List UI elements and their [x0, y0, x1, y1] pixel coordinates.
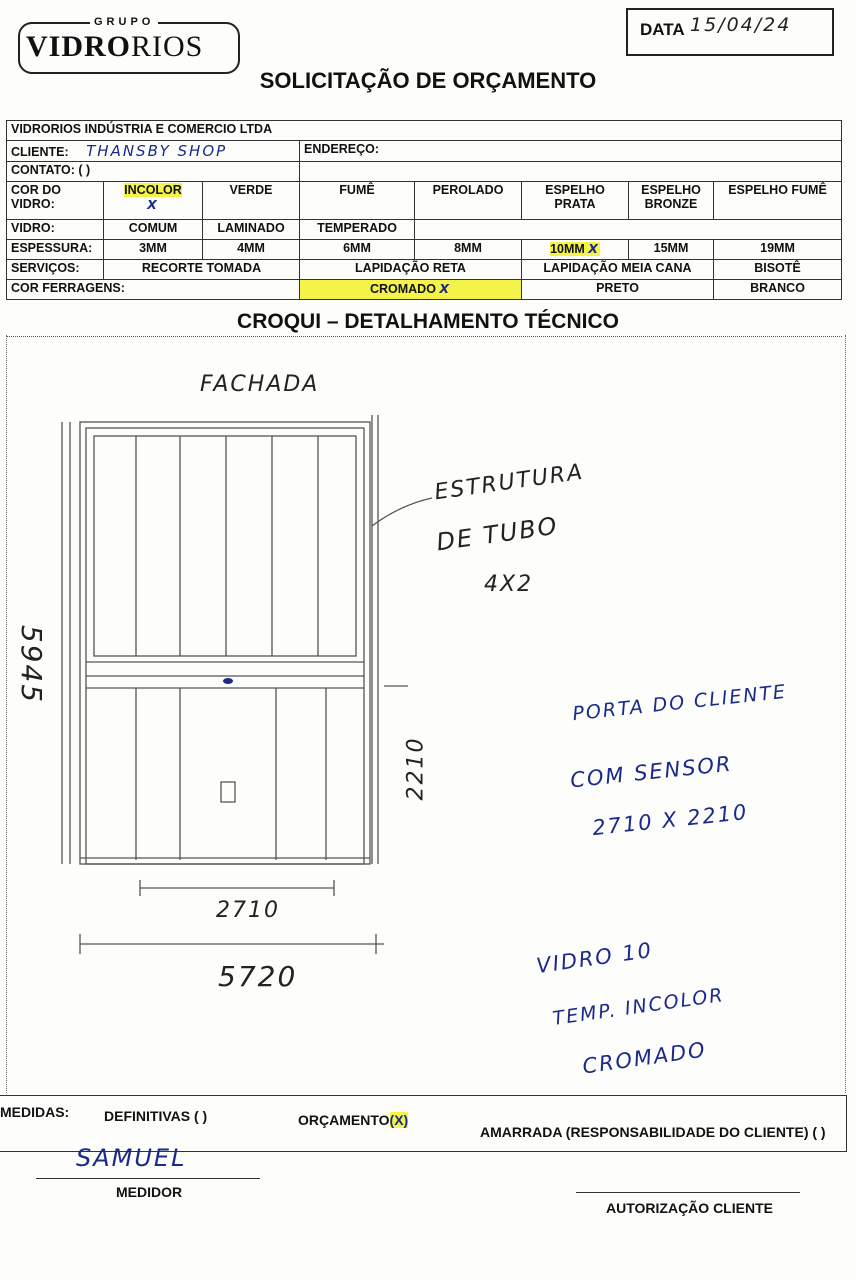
height-total: 5945 — [15, 624, 49, 705]
cor-option-espelho-bronze: ESPELHO BRONZE — [629, 182, 714, 220]
upper-panel — [94, 436, 356, 656]
ferragens-label: COR FERRAGENS: — [7, 280, 300, 300]
medidas-label: MEDIDAS: — [0, 1104, 70, 1120]
espessura-6mm: 6MM — [300, 240, 415, 260]
door-handle — [221, 782, 235, 802]
height-door: 2210 — [403, 736, 429, 801]
definitivas-option: DEFINITIVAS ( ) — [104, 1108, 208, 1124]
note-temp-incolor: TEMP. INCOLOR — [551, 984, 726, 1030]
estrutura-line1: ESTRUTURA — [432, 459, 586, 506]
ferragens-branco: BRANCO — [714, 280, 842, 300]
vidro-option-laminado: LAMINADO — [203, 220, 300, 240]
date-label: DATA — [640, 20, 685, 39]
espessura-8mm: 8MM — [415, 240, 522, 260]
company-name: VIDRORIOS INDÚSTRIA E COMERCIO LTDA — [7, 121, 842, 141]
espessura-label: ESPESSURA: — [7, 240, 104, 260]
espessura-4mm: 4MM — [203, 240, 300, 260]
servicos-label: SERVIÇOS: — [7, 260, 104, 280]
section-title: CROQUI – DETALHAMENTO TÉCNICO — [237, 310, 619, 333]
fachada-label: FACHADA — [200, 372, 320, 397]
estrutura-pointer — [372, 498, 432, 526]
logo-bold: VIDRO — [26, 30, 132, 63]
cor-label: COR DO VIDRO: — [7, 182, 104, 220]
lock-dot — [223, 678, 233, 684]
amarrada-option: AMARRADA (RESPONSABILIDADE DO CLIENTE) ( ) — [480, 1124, 826, 1140]
vidro-label: VIDRO: — [7, 220, 104, 240]
cor-option-espelho-fume: ESPELHO FUMÊ — [714, 182, 842, 220]
logo-grupo-text: GRUPO — [90, 16, 158, 28]
note-dimensions: 2710 X 2210 — [591, 799, 750, 841]
autorizacao-label: AUTORIZAÇÃO CLIENTE — [606, 1200, 773, 1216]
note-cromado: CROMADO — [580, 1037, 709, 1079]
cor-option-espelho-prata: ESPELHO PRATA — [522, 182, 629, 220]
autorizacao-line — [576, 1192, 800, 1193]
cor-option-verde: VERDE — [203, 182, 300, 220]
inner-frame — [86, 428, 364, 864]
espessura-10mm: 10MM X — [522, 240, 629, 260]
ferragens-preto: PRETO — [522, 280, 714, 300]
medidor-signature: SAMUEL — [76, 1144, 187, 1172]
ferragens-cromado: CROMADO X — [300, 280, 522, 300]
endereco-cell: ENDEREÇO: — [300, 141, 842, 162]
cliente-cell: CLIENTE: THANSBY SHOP — [7, 141, 300, 162]
cliente-value: THANSBY SHOP — [86, 142, 228, 160]
cor-option-incolor: INCOLOR X — [104, 182, 203, 220]
note-porta: PORTA DO CLIENTE — [571, 680, 788, 726]
vidro-option-comum: COMUM — [104, 220, 203, 240]
espessura-15mm: 15MM — [629, 240, 714, 260]
cor-option-perolado: PEROLADO — [415, 182, 522, 220]
contato-cell: CONTATO: ( ) — [7, 162, 300, 182]
servico-lapidacao-meia-cana: LAPIDAÇÃO MEIA CANA — [522, 260, 714, 280]
cor-option-fume: FUMÊ — [300, 182, 415, 220]
medidor-line — [36, 1178, 260, 1179]
espessura-3mm: 3MM — [104, 240, 203, 260]
date-value: 15/04/24 — [690, 14, 792, 36]
note-vidro: VIDRO 10 — [534, 937, 655, 979]
estrutura-line2: DE TUBO — [434, 511, 561, 557]
note-sensor: COM SENSOR — [569, 751, 734, 793]
servico-bisote: BISOTÊ — [714, 260, 842, 280]
orcamento-mark: (X) — [389, 1112, 409, 1128]
espessura-19mm: 19MM — [714, 240, 842, 260]
servico-lapidacao-reta: LAPIDAÇÃO RETA — [300, 260, 522, 280]
logo-thin: RIOS — [131, 30, 204, 63]
width-door: 2710 — [216, 898, 280, 923]
width-total: 5720 — [218, 960, 298, 993]
orcamento-option: ORÇAMENTO(X) — [298, 1112, 409, 1128]
vidro-option-temperado: TEMPERADO — [300, 220, 415, 240]
medidor-label: MEDIDOR — [116, 1184, 183, 1200]
servico-recorte-tomada: RECORTE TOMADA — [104, 260, 300, 280]
estrutura-line3: 4X2 — [484, 572, 534, 597]
page-title: SOLICITAÇÃO DE ORÇAMENTO — [259, 68, 597, 93]
